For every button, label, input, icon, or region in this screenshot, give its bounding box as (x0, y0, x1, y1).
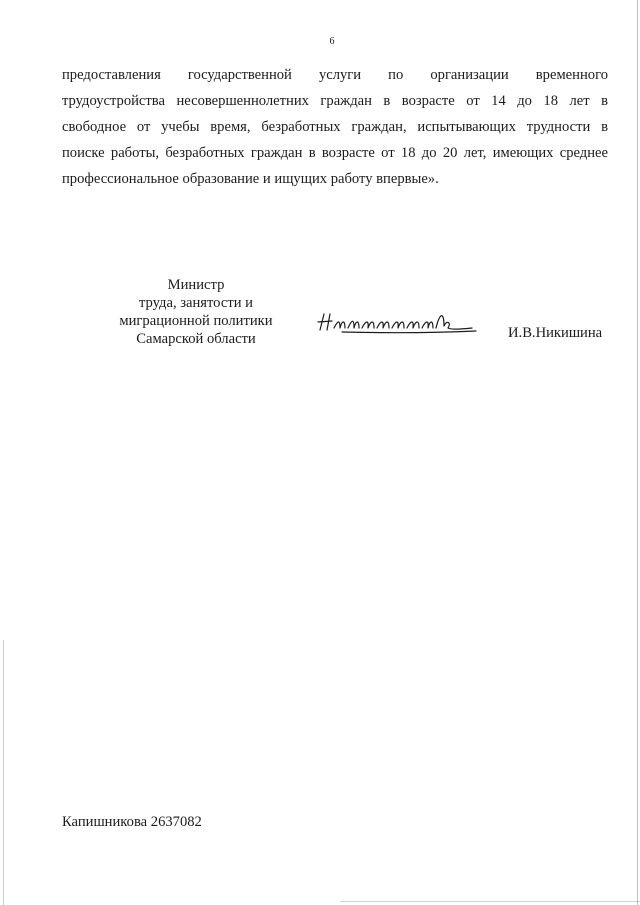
scan-edge-line (340, 901, 640, 902)
executor-contact: Капишникова 2637082 (62, 814, 202, 830)
body-line: предоставления государственной услуги по организации временного (62, 67, 608, 83)
body-line: свободное от учебы время, безработных граждан, испытывающих трудности в (62, 119, 608, 135)
scan-edge-line (3, 640, 4, 905)
handwritten-signature (312, 306, 480, 336)
signatory-name: И.В.Никишина (508, 325, 603, 341)
signatory-title-line: труда, занятости и (139, 295, 253, 311)
body-line: трудоустройства несовершеннолетних граждан в возрасте от 14 до 18 лет в (62, 93, 608, 109)
signatory-title-line: миграционной политики (119, 313, 273, 329)
scan-edge-line (637, 0, 638, 905)
page-number: 6 (329, 36, 335, 47)
signatory-title (96, 276, 296, 348)
signatory-title-line: Самарской области (136, 331, 256, 347)
body-line: профессиональное образование и ищущих работу впервые». (62, 171, 439, 187)
body-paragraph (62, 62, 608, 192)
signatory-title-line: Министр (167, 277, 225, 293)
body-line: поиске работы, безработных граждан в возрасте от 18 до 20 лет, имеющих среднее (62, 145, 608, 161)
